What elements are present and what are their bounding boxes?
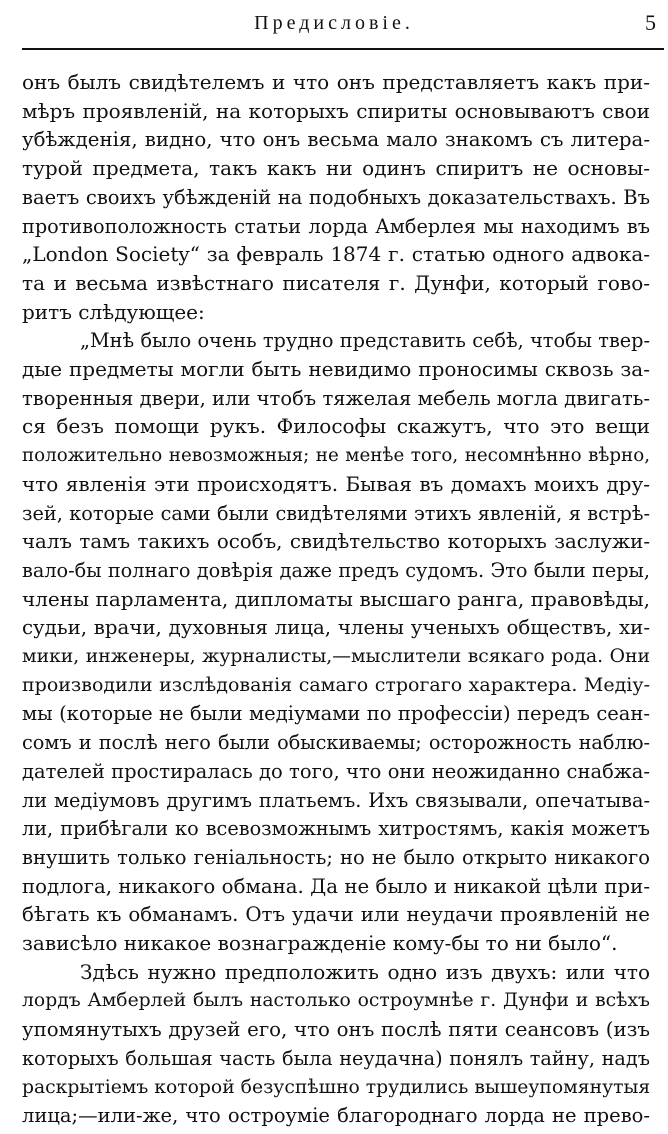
- text-line: мы (которые не были медіумами по профессіи) передъ сеан-: [22, 702, 650, 726]
- text-line: что явленія эти происходятъ. Бывая въ домахъ моихъ дру-: [22, 471, 650, 496]
- text-line: противоположность статьи лорда Амберлея мы находимъ въ: [22, 214, 650, 238]
- text-line: онъ былъ свидѣтелемъ и что онъ представляетъ какъ при-: [22, 70, 650, 94]
- text-line: которыхъ большая часть была неудачна) понялъ тайну, надъ: [22, 1046, 650, 1070]
- text-line: зей, которые сами были свидѣтелями этихъ явленій, я встрѣ-: [22, 501, 650, 525]
- text-line: ся безъ помощи рукъ. Философы скажутъ, что это вещи: [22, 414, 650, 439]
- paragraph-start-line: Здѣсь нужно предположить одно изъ двухъ: или что: [80, 959, 650, 984]
- text-line: дые предметы могли быть невидимо проносимы сквозь за-: [22, 357, 650, 381]
- page-header: [0, 0, 668, 58]
- text-line: ли, прибѣгали ко всевозможнымъ хитростямъ, какія можетъ: [22, 817, 650, 841]
- quote-end-line: зависѣло никакое вознагражденіе кому-бы то ни было“.: [22, 931, 618, 955]
- text-line: подлога, никакого обмана. Да не было и никакой цѣли при-: [22, 874, 650, 898]
- text-line: ваетъ своихъ убѣжденій на подобныхъ доказательствахъ. Въ: [22, 185, 650, 209]
- text-line: вало-бы полнаго довѣрія даже предъ судомъ. Это были перы,: [22, 558, 650, 582]
- text-line: внушить только геніальность; но не было открыто никакого: [22, 845, 650, 869]
- text-line: члены парламента, дипломаты высшаго ранга, правовѣды,: [22, 586, 650, 611]
- text-line: турой предмета, такъ какъ ни одинъ спиритъ не основы-: [22, 156, 650, 181]
- text-line: ритъ слѣдующее:: [22, 299, 205, 324]
- text-line: упомянутыхъ друзей его, что онъ послѣ пяти сеансовъ (изъ: [22, 1018, 650, 1042]
- text-line: чалъ тамъ такихъ особъ, свидѣтельство которыхъ заслужи-: [22, 530, 650, 554]
- text-line: творенныя двери, или чтобъ тяжелая мебель могла двигать-: [22, 386, 650, 410]
- header-rule: [22, 48, 664, 50]
- text-line: та и весьма извѣстнаго писателя г. Дунфи, который гово-: [22, 270, 650, 295]
- text-line: „London Society“ за февраль 1874 г. статью одного адвока-: [22, 242, 650, 267]
- running-title: Предисловіе.: [254, 12, 414, 34]
- text-line: дателей простиралась до того, что они неожиданно снабжа-: [22, 759, 650, 783]
- text-line: положительно невозможныя; не менѣе того, несомнѣнно вѣрно,: [22, 445, 650, 467]
- text-line: мѣръ проявленій, на которыхъ спириты основываютъ свои: [22, 98, 650, 123]
- text-line: убѣжденія, видно, что онъ весьма мало знакомъ съ литера-: [22, 128, 650, 152]
- text-line: сомъ и послѣ него были обыскиваемы; осторожность наблю-: [22, 731, 650, 755]
- text-line: лица;—или-же, что остроуміе благороднаго лорда не прево-: [22, 1104, 650, 1128]
- page-number: 5: [645, 10, 656, 35]
- text-line: производили изслѣдованія самаго строгаго характера. Медіу-: [22, 673, 650, 696]
- text-line: судьи, врачи, духовныя лица, члены ученыхъ обществъ, хи-: [22, 616, 650, 640]
- text-line: лордъ Амберлей былъ настолько остроумнѣе г. Дунфи и всѣхъ: [22, 990, 650, 1012]
- text-line: раскрытіемъ которой безуспѣшно трудились вышеупомянутыя: [22, 1076, 651, 1098]
- text-line: ли медіумовъ другимъ платьемъ. Ихъ связывали, опечатыва-: [22, 788, 650, 812]
- text-line: бѣгать къ обманамъ. Отъ удачи или неудачи проявленій не: [22, 903, 650, 927]
- text-line: мики, инженеры, журналисты,—мыслители всякаго рода. Они: [22, 646, 650, 667]
- quote-start-line: „Мнѣ было очень трудно представить себѣ, чтобы твер-: [80, 329, 650, 353]
